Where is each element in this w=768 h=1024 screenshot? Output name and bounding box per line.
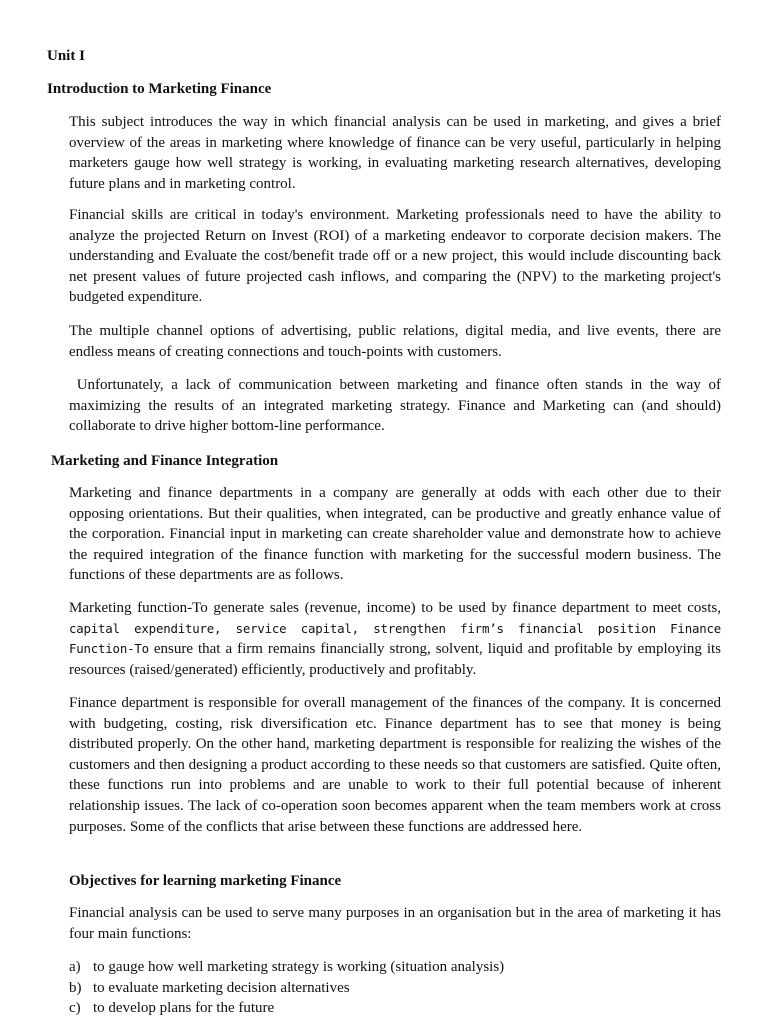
objectives-intro: Financial analysis can be used to serve many purposes in an organisation but in the area of marketing it has four main functions: <box>69 905 721 942</box>
finance-function-text: ensure that a firm remains financially strong, solvent, liquid and profitable by employing its resources (raised/generated) efficiently, productively and profitably. <box>69 641 721 678</box>
list-marker: a) <box>69 959 81 975</box>
intro-heading: Introduction to Marketing Finance <box>47 81 272 97</box>
list-item <box>69 998 721 1019</box>
list-item-text: to evaluate marketing decision alternatives <box>93 979 350 996</box>
list-item-text: to gauge how well marketing strategy is working (situation analysis) <box>93 959 505 975</box>
list-marker: b) <box>69 979 82 996</box>
intro-paragraph-1: This subject introduces the way in which financial analysis can be used in marketing, and gives a brief overview of the areas in marketing where knowledge of finance can be very useful, particularly in helping marketers gauge how well strategy is working, in evaluating marketing research alternatives, developing future plans and in marketing control. <box>69 114 721 192</box>
unit-heading: Unit I <box>47 48 85 64</box>
list-marker: c) <box>69 1000 81 1017</box>
objectives-heading: Objectives for learning marketing Finance <box>69 873 342 889</box>
integration-paragraph-1: Marketing and finance departments in a company are generally at odds with each other due to their opposing orientations. But their qualities, when integrated, can be productive and greatly enhance value of the corporation. Financial input in marketing can create shareholder value and demonstrate how to achieve the required integration of the finance function with marketing for the successful modern business. The functions of these departments are as follows. <box>69 485 721 584</box>
intro-paragraph-4: Unfortunately, a lack of communication between marketing and finance often stands in the way of maximizing the results of an integrated marketing strategy. Finance and Marketing can (and should) collaborate to drive higher bottom-line performance. <box>69 377 725 435</box>
integration-paragraph-3: Finance department is responsible for overall management of the finances of the company. It is concerned with budgeting, costing, risk diversification etc. Finance department has to see that money is being distributed properly. On the other hand, marketing department is responsible for realizing the wishes of the customers and then designing a product according to these needs so that customers are satisfied. Quite often, these functions run into problems and are unable to work to their full potential because of inherent relationship issues. The lack of co-operation soon becomes apparent when the team members work at cross purposes. Some of the conflicts that arise between these functions are addressed here. <box>69 695 721 835</box>
list-item <box>69 957 721 978</box>
integration-paragraph-2 <box>69 598 721 680</box>
marketing-function-text: Marketing function-To generate sales (revenue, income) to be used by finance department to meet costs, <box>69 600 721 616</box>
list-item-text: to develop plans for the future <box>93 1000 275 1017</box>
intro-paragraph-2: Financial skills are critical in today's environment. Marketing professionals need to have the ability to analyze the projected Return on Invest (ROI) of a marketing endeavor to corporate decision makers. The understanding and Evaluate the cost/benefit trade off or a new project, this would include discounting back net present values of future projected cash inflows, and comparing the (NPV) to the marketing project's budgeted expenditure. <box>69 207 721 306</box>
capital-expenditure-text: capital expenditure, service capital, strengthen firm’s financial position Finance Function-To <box>69 620 721 657</box>
list-item <box>69 978 721 999</box>
integration-heading: Marketing and Finance Integration <box>51 453 279 469</box>
intro-paragraph-3: The multiple channel options of advertising, public relations, digital media, and live events, there are endless means of creating connections and touch-points with customers. <box>69 323 721 360</box>
objectives-list <box>69 957 721 1019</box>
